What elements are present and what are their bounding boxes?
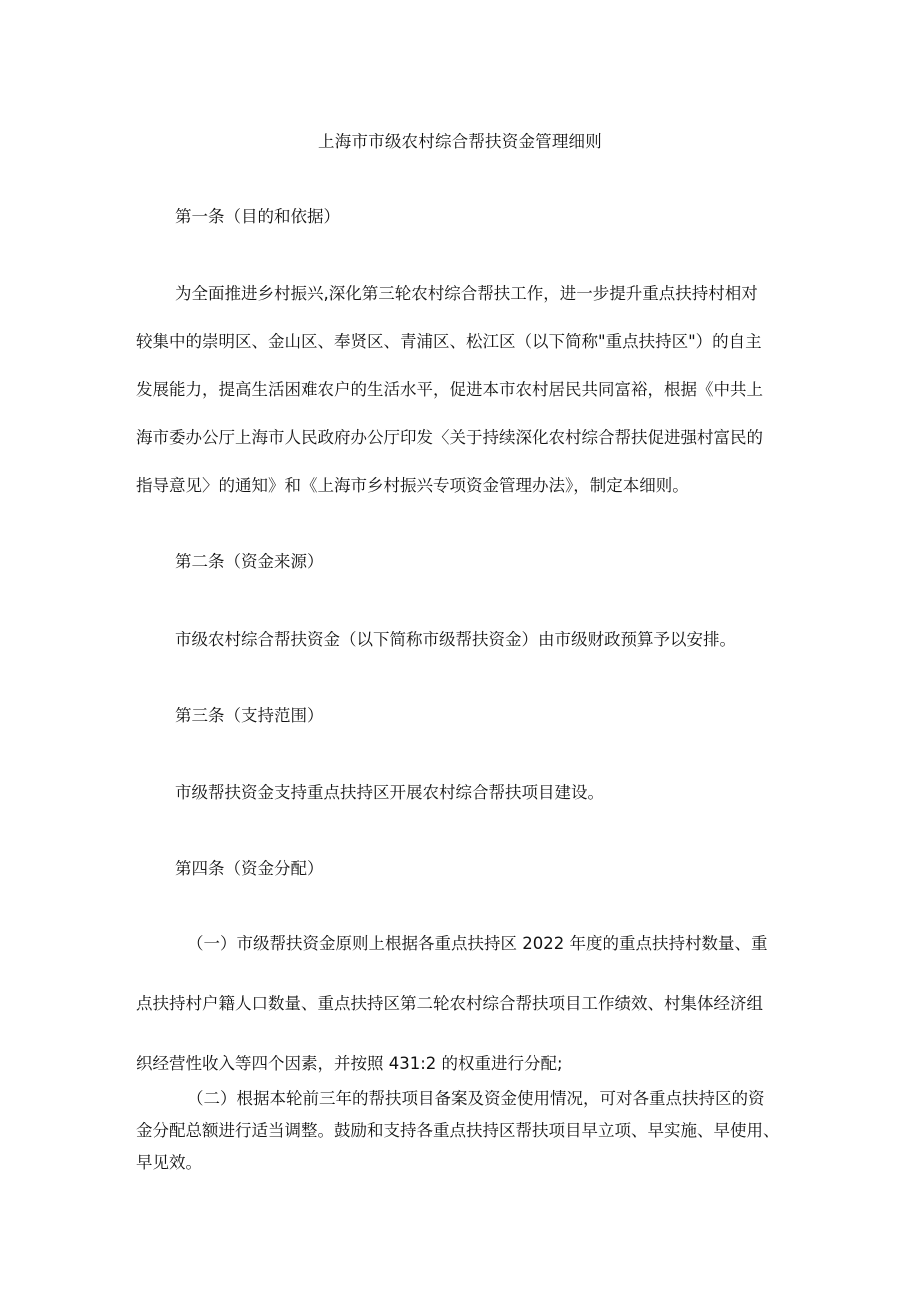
- paragraph-line: 织经营性收入等四个因素，并按照 431:2 的权重进行分配;: [136, 1054, 563, 1073]
- document-title: 上海市市级农村综合帮扶资金管理细则: [318, 132, 602, 151]
- paragraph-line: 早见效。: [136, 1153, 202, 1172]
- paragraph-line: 发展能力，提高生活困难农户的生活水平，促进本市农村居民共同富裕，根据《中共上: [136, 380, 763, 399]
- article-3-paragraph: [136, 781, 782, 805]
- paragraph-line: 点扶持村户籍人口数量、重点扶持区第二轮农村综合帮扶项目工作绩效、村集体经济组: [136, 994, 763, 1013]
- article-4-item-2: [136, 1087, 782, 1175]
- paragraph-line: 海市委办公厅上海市人民政府办公厅印发〈关于持续深化农村综合帮扶促进强村富民的: [136, 428, 763, 447]
- paragraph-line: 金分配总额进行适当调整。鼓励和支持各重点扶持区帮扶项目早立项、早实施、早使用、: [136, 1121, 780, 1140]
- article-2-paragraph: [136, 628, 782, 652]
- article-1-heading: 第一条（目的和依据）: [175, 207, 340, 226]
- article-2-heading: 第二条（资金来源）: [175, 552, 324, 571]
- paragraph-line: 指导意见〉的通知》和《上海市乡村振兴专项资金管理办法》，制定本细则。: [136, 476, 689, 495]
- article-4-heading: 第四条（资金分配）: [175, 859, 324, 878]
- paragraph-line: 较集中的崇明区、金山区、奉贤区、青浦区、松江区（以下简称"重点扶持区"）的自主: [136, 332, 762, 351]
- paragraph-line: 市级农村综合帮扶资金（以下简称市级帮扶资金）由市级财政预算予以安排。: [175, 630, 736, 649]
- paragraph-line: 为全面推进乡村振兴,深化第三轮农村综合帮扶工作，进一步提升重点扶持村相对: [175, 284, 758, 303]
- paragraph-line: （二）根据本轮前三年的帮扶项目备案及资金使用情况，可对各重点扶持区的资: [187, 1089, 765, 1108]
- article-4-item-1: [136, 932, 782, 1076]
- article-3-heading: 第三条（支持范围）: [175, 706, 324, 725]
- paragraph-line: 市级帮扶资金支持重点扶持区开展农村综合帮扶项目建设。: [175, 783, 604, 802]
- paragraph-line: （一）市级帮扶资金原则上根据各重点扶持区 2022 年度的重点扶持村数量、重: [187, 934, 768, 953]
- article-1-paragraph: [136, 282, 782, 498]
